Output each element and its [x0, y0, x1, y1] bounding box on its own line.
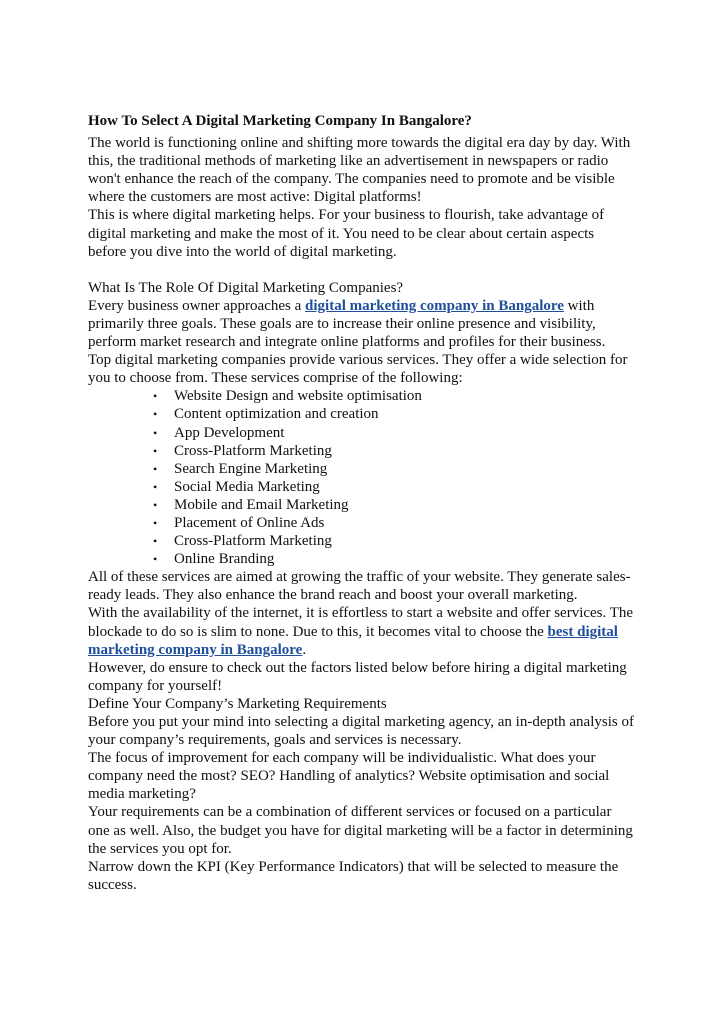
list-item: [153, 442, 636, 460]
bullet-icon: •: [153, 515, 158, 530]
list-item: [153, 550, 636, 568]
bullet-icon: •: [153, 497, 158, 512]
list-item-text: Search Engine Marketing: [174, 460, 328, 477]
list-item: [153, 514, 636, 532]
services-list: [88, 387, 636, 568]
role-paragraph-2: Top digital marketing companies provide various services. They offer a wide selection for you to choose from. These services comprise of the following:: [88, 352, 628, 387]
role-text-before-link: Every business owner approaches a: [88, 297, 306, 314]
list-item: [153, 405, 636, 423]
list-item: [153, 387, 636, 405]
section-heading-role: What Is The Role Of Digital Marketing Companies?: [88, 279, 404, 296]
requirements-paragraph-1: Before you put your mind into selecting a digital marketing agency, an in-depth analysis of your company’s requirements, goals and services is necessary.: [88, 714, 634, 749]
choose-best-paragraph: [88, 604, 636, 658]
factors-paragraph: However, do ensure to check out the factors listed below before hiring a digital marketing company for yourself!: [88, 659, 627, 694]
section-heading-requirements: Define Your Company’s Marketing Requirements: [88, 695, 387, 712]
list-item: [153, 496, 636, 514]
intro-paragraph-1: The world is functioning online and shifting more towards the digital era day by day. With this, the traditional methods of marketing like an advertisement in newspapers or radio won't enhance the reach of the company. The companies need to promote and be visible where the customers are most active: Digital platforms!: [88, 135, 631, 206]
bullet-icon: •: [153, 389, 158, 404]
bullet-icon: •: [153, 443, 158, 458]
best-digital-marketing-company-link[interactable]: best digital marketing company in Bangalore: [88, 623, 618, 658]
document-title: How To Select A Digital Marketing Company In Bangalore?: [88, 113, 472, 129]
bullet-icon: •: [153, 552, 158, 567]
list-item-text: Mobile and Email Marketing: [174, 496, 349, 513]
list-item-text: Website Design and website optimisation: [174, 388, 422, 405]
list-item-text: Content optimization and creation: [174, 406, 379, 423]
bullet-icon: •: [153, 479, 158, 494]
services-summary-paragraph: All of these services are aimed at growing the traffic of your website. They generate sales-ready leads. They also enhance the brand reach and boost your overall marketing.: [88, 569, 631, 604]
kpi-paragraph: Narrow down the KPI (Key Performance Indicators) that will be selected to measure the success.: [88, 858, 619, 893]
list-item-text: Cross-Platform Marketing: [174, 442, 332, 459]
bullet-icon: •: [153, 407, 158, 422]
digital-marketing-company-link[interactable]: digital marketing company in Bangalore: [305, 297, 564, 314]
document-body: [88, 112, 636, 894]
choose-text-after-link: .: [302, 641, 307, 658]
requirements-paragraph-2: The focus of improvement for each company will be individualistic. What does your company need the most? SEO? Handling of analytics? Website optimisation and social media marketing?: [88, 750, 610, 803]
list-item-text: Placement of Online Ads: [174, 514, 325, 531]
paragraph-gap: [88, 261, 636, 279]
bullet-icon: •: [153, 461, 158, 476]
list-item: [153, 460, 636, 478]
bullet-icon: •: [153, 534, 158, 549]
requirements-paragraph-3: Your requirements can be a combination of different services or focused on a particular one as well. Also, the budget you have for digital marketing will be a factor in determining the services you opt for.: [88, 804, 633, 857]
list-item-text: Social Media Marketing: [174, 478, 320, 495]
bullet-icon: •: [153, 425, 158, 440]
list-item: [153, 532, 636, 550]
list-item: [153, 478, 636, 496]
role-paragraph-1: [88, 297, 636, 351]
choose-text-before-link: With the availability of the internet, it is effortless to start a website and offer services. The blockade to do so is slim to none. Due to this, it becomes vital to choose the: [88, 605, 634, 640]
role-text-after-link: with primarily three goals. These goals are to increase their online presence and visibility, perform market research and integrate online platforms and profiles for their business.: [88, 297, 606, 351]
list-item: [153, 424, 636, 442]
list-item-text: App Development: [174, 424, 285, 441]
list-item-text: Cross-Platform Marketing: [174, 533, 332, 550]
intro-paragraph-2: This is where digital marketing helps. For your business to flourish, take advantage of digital marketing and make the most of it. You need to be clear about certain aspects before you dive into the world of digital marketing.: [88, 207, 605, 260]
list-item-text: Online Branding: [174, 551, 275, 568]
